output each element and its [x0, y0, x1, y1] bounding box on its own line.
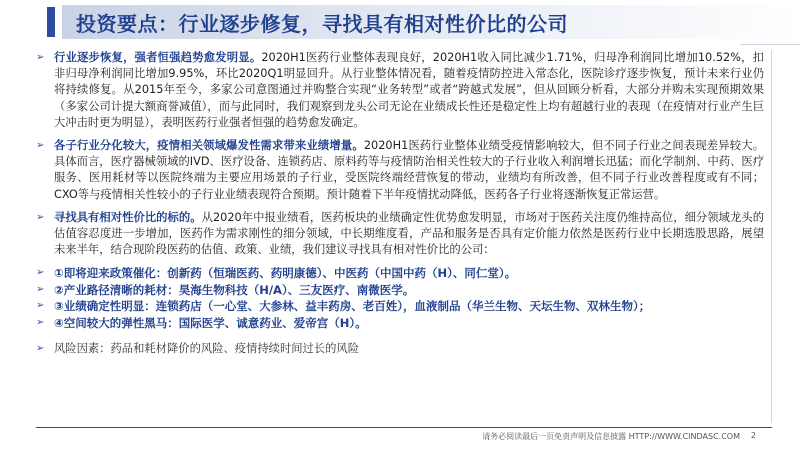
- paragraph-body: 2020H1医药行业整体业绩受疫情影响较大，但不同子行业之间表现差异较大。具体而言，医疗器械领域的IVD、医疗设备、连锁药店、原料药等与疫情防治相关性较大的子行业收入利润增长迅猛；而化学制剂、中药、医疗服务、医用耗材等以医院终端为主要应用场景的子行业，受医院终端经营恢复的带动，业绩均有所改善，但不同子行业改善程度或有不同；CXO等与疫情相关性较小的子行业业绩表现符合预期。预计随着下半年疫情扰动降低，医药各子行业将逐渐恢复正常运营。: [54, 139, 764, 201]
- bullet-arrow-icon: ➢: [36, 52, 45, 63]
- title-bar: [0, 0, 800, 42]
- recommendation-item: [36, 282, 764, 299]
- paragraph-lead: 寻找具有相对性价比的标的。: [54, 210, 202, 224]
- bullet-arrow-icon: ➢: [36, 140, 45, 152]
- title-accent-mark: [47, 7, 55, 37]
- risk-text: 风险因素：药品和耗材降价的风险、疫情持续时间过长的风险: [54, 342, 360, 356]
- recommendation-text: ④空间较大的弹性黑马：国际医学、诚意药业、爱帝宫（H）。: [54, 315, 367, 330]
- corner-divider: [740, 44, 800, 45]
- footer-divider: [36, 427, 772, 428]
- recommendation-item: [36, 265, 764, 282]
- recommendation-text: ③业绩确定性明显：连锁药店（一心堂、大参林、益丰药房、老百姓），血液制品（华兰生物、天坛生物、双林生物）；: [54, 299, 651, 314]
- bullet-arrow-icon: ➢: [36, 267, 45, 279]
- recommendation-text: ②产业路径清晰的耗材：昊海生物科技（H/A）、三友医疗、南微医学。: [54, 282, 415, 297]
- main-content: [36, 50, 764, 357]
- bullet-arrow-icon: ➢: [36, 300, 45, 312]
- risk-factors: [36, 341, 764, 357]
- bullet-arrow-icon: ➢: [36, 283, 45, 295]
- recommendation-list: [36, 265, 764, 331]
- bullet-arrow-icon: ➢: [36, 316, 45, 328]
- paragraph-lead: 各子行业分化较大，疫情相关领域爆发性需求带来业绩增量。: [54, 139, 364, 153]
- recommendation-text: ①即将迎来政策催化：创新药（恒瑞医药、药明康德）、中医药（中国中药（H）、同仁堂）。: [54, 266, 517, 281]
- footer-disclaimer: 请务必阅读最后一页免责声明及信息披露 HTTP://WWW.CINDASC.COM: [482, 432, 740, 441]
- paragraph-industry-recovery: [36, 50, 764, 131]
- paragraph-valuation: [36, 210, 764, 259]
- page-title: 投资要点：行业逐步修复，寻找具有相对性价比的公司: [76, 12, 568, 36]
- recommendation-item: [36, 298, 764, 315]
- page-number: 2: [750, 431, 756, 440]
- paragraph-body: 2020H1医药行业整体表现良好，2020H1收入同比减少1.71%，归母净利润同比增加10.52%，扣非归母净利润同比增加9.95%，环比2020Q1明显回升。从行业整体情况看，随着疫情防控进入常态化，医院诊疗逐步恢复，预计未来行业仍将持续修复。从2015年至今，多家公司意图通过并购整合实现“业务转型”或者“跨越式发展”，但从回顾分析看，大部分并购未实现预期效果（多家公司计提大额商誉减值），而与此同时，我们观察到龙头公司无论在业绩成长性还是稳定性上均有超越行业的表现（在疫情对行业产生巨大冲击时更为明显），表明医药行业强者恒强的趋势愈发确定。: [54, 51, 764, 129]
- paragraph-sub-industry: [36, 138, 764, 203]
- right-divider: [771, 50, 772, 423]
- paragraph-lead: 行业逐步恢复，强者恒强趋势愈发明显。: [54, 51, 262, 64]
- recommendation-item: [36, 315, 764, 332]
- bullet-arrow-icon: ➢: [36, 343, 45, 355]
- bullet-arrow-icon: ➢: [36, 211, 45, 223]
- paragraph-body: 从2020年中报业绩看，医药板块的业绩确定性优势愈发明显，市场对于医药关注度仍维持高位，细分领域龙头的估值容忍度进一步增加，医药作为需求刚性的细分领域，中长期维度看，产品和服务是否具有定价能力依然是医药行业中长期选股思路，展望未来半年，结合现阶段医药的估值、政策、业绩，我们建议寻找具有相对性价比的公司：: [54, 210, 764, 257]
